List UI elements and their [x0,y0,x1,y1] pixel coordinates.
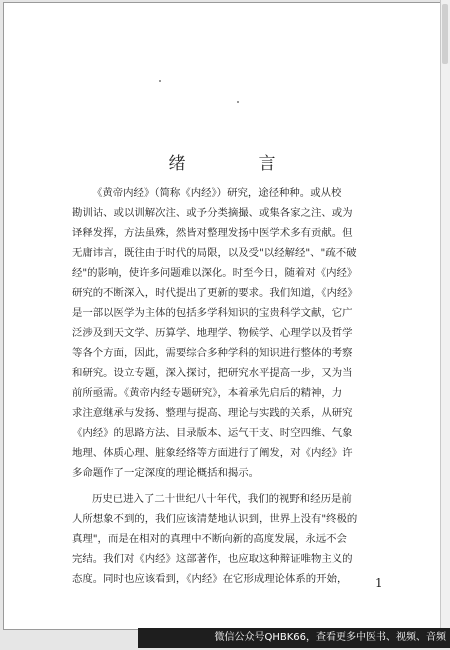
text-line: 泛涉及到天文学、历算学、地理学、物候学、心理学以及哲学 [72,327,353,339]
document-page [3,2,441,630]
text-line: 真理"，而是在相对的真理中不断向新的高度发展，永远不会 [72,533,347,545]
scan-speck [159,80,161,82]
text-line: 多命题作了一定深度的理论概括和揭示。 [72,467,260,479]
text-line: 完结。我们对《内经》这部著作，也应取这种辩证唯物主义的 [72,553,353,565]
text-line: 地理、体质心理、脏象经络等方面进行了阐发，对《内经》许 [72,447,353,459]
text-line: 和研究。设立专题，深入探讨，把研究水平提高一步，又为当 [72,367,353,379]
text-line: 求注意继承与发扬、整理与提高、理论与实践的关系，从研究 [72,407,353,419]
text-line: 人所想象不到的，我们应该清楚地认识到，世界上没有"终极的 [72,513,358,525]
text-line: 等各个方面，因此，需要综合多种学科的知识进行整体的考察 [72,347,353,359]
scan-speck [237,101,239,103]
text-line: 是一部以医学为主体的包括多学科知识的宝贵科学文献，它广 [72,307,353,319]
page-number: 1 [375,576,383,590]
text-line: 前所亟需。《黄帝内经专题研究》，本着承先启后的精神，力 [72,387,343,399]
scrollbar-thumb[interactable] [442,4,448,64]
vertical-scrollbar[interactable] [440,0,450,628]
text-line: 《内经》的思路方法、目录版本、运气干支、时空四维、气象 [72,427,353,439]
text-line: 《黄帝内经》（简称《内经》）研究，途径种种。或从校 [92,187,342,199]
text-line: 经"的影响，使许多问题难以深化。时至今日，随着对《内经》 [72,267,358,279]
text-line: 译释发挥，方法虽殊，然皆对整理发扬中医学术多有贡献。但 [72,227,353,239]
page-title: 绪 言 [168,154,304,174]
watermark-banner: 微信公众号QHBK66，查看更多中医书、视频、音频 [138,628,450,648]
text-line: 态度。同时也应该看到，《内经》在它形成理论体系的开始， [72,573,348,585]
text-line: 勘训诂、或以训解次注、或予分类摘撮、或集各家之注、或为 [72,207,353,219]
text-line: 研究的不断深入，时代提出了更新的要求。我们知道，《内经》 [72,287,358,299]
text-line: 历史已进入了二十世纪八十年代，我们的视野和经历是前 [92,493,352,505]
text-line: 无庸讳言，既往由于时代的局限，以及受"以经解经"、"疏不破 [72,247,357,259]
